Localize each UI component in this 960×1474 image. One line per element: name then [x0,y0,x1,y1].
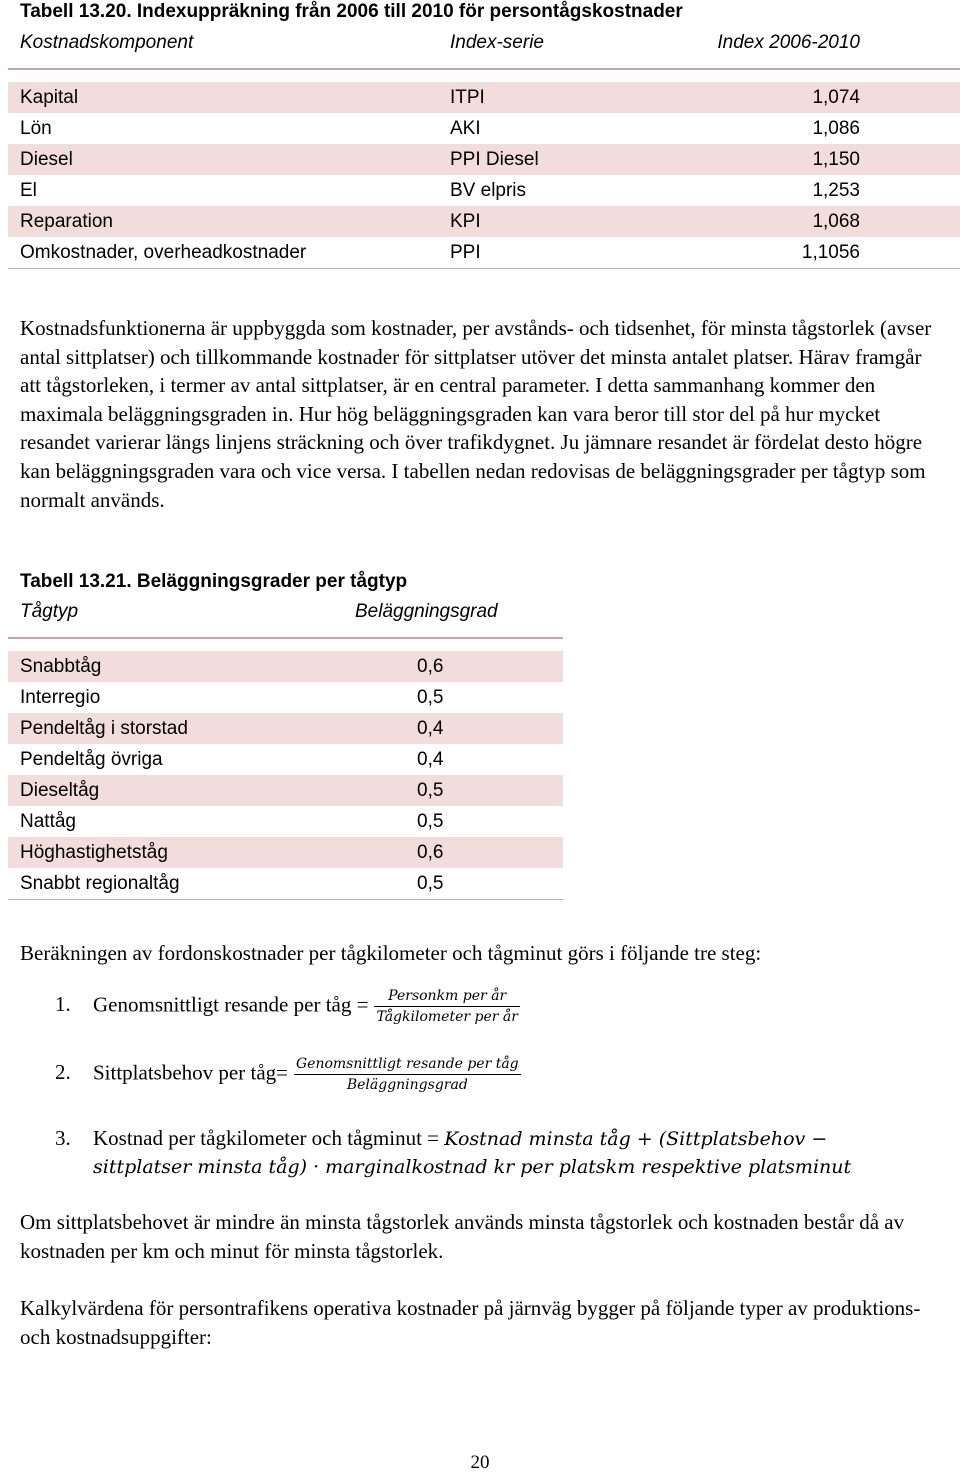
cell-occupancy: 0,6 [355,651,563,682]
formula-line-1: Kostnad minsta tåg + (Sittplatsbehov − [444,1128,828,1150]
fraction [294,1056,521,1093]
table1-caption: Tabell 13.20. Indexuppräkning från 2006 till 2010 för persontågskostnader [20,1,683,22]
fraction [374,988,519,1025]
cell-component: El [20,179,37,201]
cell-component: Kapital [8,82,450,113]
step-text: Genomsnittligt resande per tåg = [93,992,369,1017]
cell-occupancy: 0,6 [355,837,563,868]
cell-series: ITPI [450,82,700,113]
step-3 [55,1126,827,1151]
fraction-denominator: Tågkilometer per år [376,1009,518,1025]
fraction-numerator: Personkm per år [374,988,519,1007]
paragraph-calc-values: Kalkylvärdena för persontrafikens operativa kostnader på järnväg bygger på följande typer av produktions- och kostnadsuppgifter: [20,1296,921,1349]
cell-train-type: Pendeltåg övriga [20,748,163,770]
header-index-series: Index-serie [450,32,544,53]
index-table [8,28,960,269]
cell-occupancy: 0,5 [417,686,444,708]
fraction-numerator: Genomsnittligt resande per tåg [294,1056,521,1075]
cell-index: 1,1056 [700,237,860,269]
cell-series: KPI [450,206,700,237]
table-row [8,651,563,682]
step-2 [55,1056,521,1093]
header-occupancy-rate: Beläggningsgrad [355,601,498,622]
table-header-row [8,28,960,69]
table-row [8,113,960,144]
step-text: Kostnad per tågkilometer och tågminut = [93,1126,445,1150]
table-row [8,682,563,713]
cell-train-type: Snabbtåg [8,651,355,682]
cell-index: 1,068 [700,206,860,237]
table2-caption: Tabell 13.21. Beläggningsgrader per tågtyp [20,571,408,592]
cell-index: 1,253 [812,179,860,201]
cell-component: Omkostnader, overheadkostnader [8,237,450,269]
cell-component: Reparation [8,206,450,237]
header-cost-component: Kostnadskomponent [20,32,194,53]
cell-series: PPI [450,237,700,269]
cell-component: Lön [20,117,52,139]
cell-train-type: Snabbt regionaltåg [8,868,355,900]
table-row [8,206,960,237]
header-index-2006-2010: Index 2006-2010 [717,32,860,53]
cell-occupancy: 0,5 [355,868,563,900]
cell-occupancy: 0,4 [355,713,563,744]
step-3-continuation [93,1154,851,1179]
step-1 [55,988,520,1025]
step-text: Sittplatsbehov per tåg= [93,1060,288,1085]
table-row [8,175,960,206]
step-number: 3. [55,1126,71,1150]
cell-train-type: Dieseltåg [8,775,355,806]
table-row [8,713,563,744]
paragraph-steps-intro: Beräkningen av fordonskostnader per tågkilometer och tågminut görs i följande tre steg: [20,941,762,965]
cell-component: Diesel [8,144,450,175]
cell-series: AKI [450,117,481,139]
header-train-type: Tågtyp [20,601,79,622]
table-row [8,837,563,868]
cell-index: 1,086 [812,117,860,139]
cell-train-type: Nattåg [20,810,76,832]
table-row [8,868,563,900]
table-row [8,144,960,175]
table-row [8,775,563,806]
cell-index: 1,150 [700,144,860,175]
cell-occupancy: 0,5 [355,775,563,806]
fraction-denominator: Beläggningsgrad [346,1077,468,1093]
cell-series: BV elpris [450,179,527,201]
cell-series: PPI Diesel [450,144,700,175]
paragraph-cost-functions: Kostnadsfunktionerna är uppbyggda som kostnader, per avstånds- och tidsenhet, för minsta tågstorlek (avser antal sittplatser) och tillkommande kostnader för sittplatser utöver det minsta antalet platser. Härav framgår att tågstorleken, i termer av antal sittplatser, är en central parameter. I detta sammanhang kommer den maximala beläggningsgraden in. Hur hög beläggningsgraden kan vara beror till stor del på hur mycket resandet varierar längs linjens sträckning och över trafikdygnet. Ju jämnare resandet är fördelat desto högre kan beläggningsgraden vara och vice versa. I tabellen nedan redovisas de beläggningsgrader per tågtyp som normalt används. [20,316,932,512]
formula-line-2: sittplatser minsta tåg) · marginalkostnad kr per platskm respektive platsminut [93,1156,852,1178]
paragraph-seat-need: Om sittplatsbehovet är mindre än minsta tågstorlek används minsta tågstorlek och kostnaden består då av kostnaden per km och minut för minsta tågstorlek. [20,1210,905,1263]
table-row [8,237,960,269]
step-number: 1. [55,992,71,1017]
cell-occupancy: 0,4 [417,748,444,770]
table-header-row [8,597,563,638]
cell-train-type: Pendeltåg i storstad [8,713,355,744]
cell-train-type: Interregio [20,686,101,708]
cell-index: 1,074 [700,82,860,113]
step-number: 2. [55,1060,71,1085]
table-row [8,806,563,837]
table-row [8,744,563,775]
occupancy-table [8,597,563,900]
page-number: 20 [470,1452,490,1473]
cell-occupancy: 0,5 [417,810,444,832]
cell-train-type: Höghastighetståg [8,837,355,868]
table-row [8,82,960,113]
